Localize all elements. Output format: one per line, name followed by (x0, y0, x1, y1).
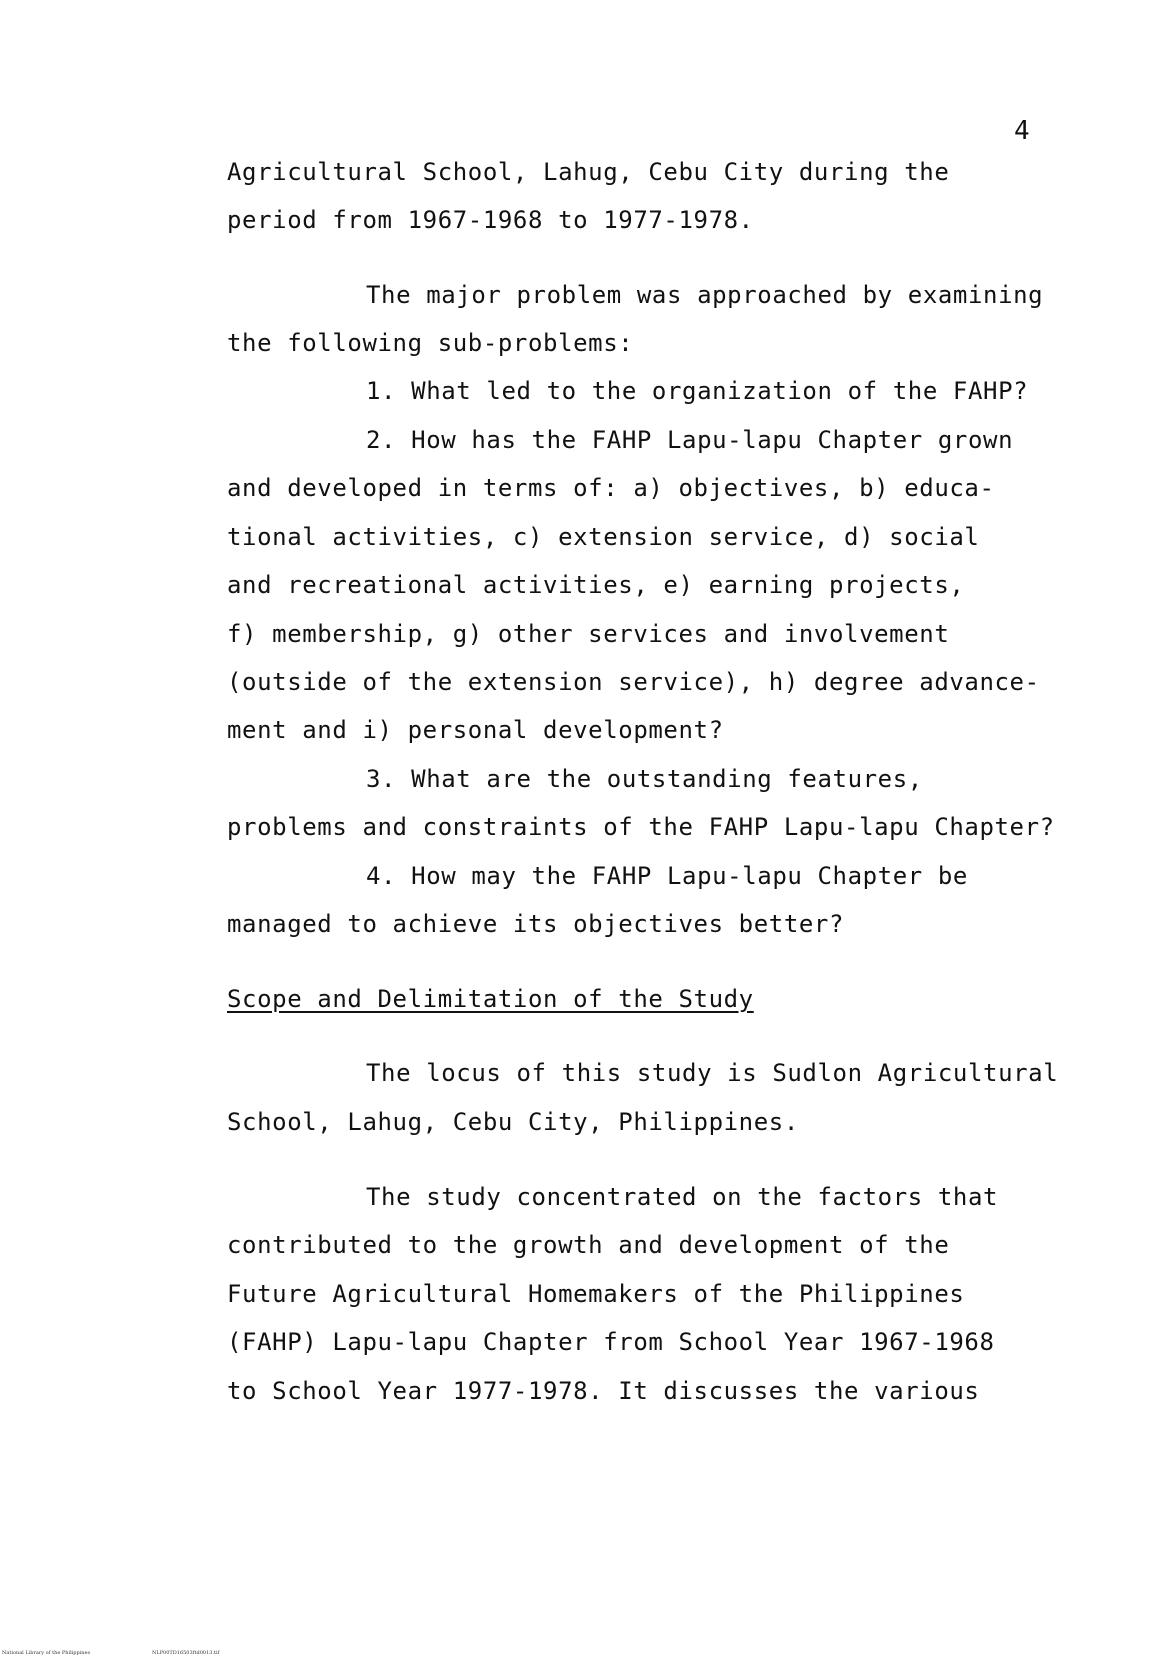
page-number: 4 (1014, 116, 1030, 146)
text-line: period from 1967-1968 to 1977-1978. (227, 206, 754, 234)
text-line: tional activities, c) extension service, d) social (227, 523, 980, 551)
list-item-1: 1. What led to the organization of the FAHP? (366, 377, 1029, 405)
list-item-3: 3. What are the outstanding features, (366, 765, 923, 793)
text-line: Agricultural School, Lahug, Cebu City during the (227, 158, 950, 186)
section-heading: Scope and Delimitation of the Study (227, 985, 754, 1013)
text-line: problems and constraints of the FAHP Lapu-lapu Chapter? (227, 813, 1055, 841)
text-line: and recreational activities, e) earning projects, (227, 571, 965, 599)
footer-file-name: NLP00TD16503ftd0013.tif (152, 1650, 220, 1656)
text-line: managed to achieve its objectives better? (227, 910, 845, 938)
text-line: The locus of this study is Sudlon Agricultural (366, 1059, 1059, 1087)
footer-library-credit: National Library of the Philippines (2, 1650, 91, 1656)
text-line: contributed to the growth and development of the (227, 1231, 950, 1259)
text-line: (FAHP) Lapu-lapu Chapter from School Year 1967-1968 (227, 1328, 995, 1356)
text-line: f) membership, g) other services and involvement (227, 620, 950, 648)
text-line: The major problem was approached by examining (366, 281, 1044, 309)
text-line: (outside of the extension service), h) degree advance- (227, 668, 1040, 696)
text-line: ment and i) personal development? (227, 716, 724, 744)
text-line: to School Year 1977-1978. It discusses the various (227, 1377, 980, 1405)
text-line: Future Agricultural Homemakers of the Philippines (227, 1280, 965, 1308)
text-line: and developed in terms of: a) objectives, b) educa- (227, 474, 995, 502)
text-line: School, Lahug, Cebu City, Philippines. (227, 1108, 799, 1136)
list-item-2: 2. How has the FAHP Lapu-lapu Chapter grown (366, 426, 1014, 454)
text-line: The study concentrated on the factors that (366, 1183, 999, 1211)
list-item-4: 4. How may the FAHP Lapu-lapu Chapter be (366, 862, 968, 890)
text-line: the following sub-problems: (227, 329, 634, 357)
